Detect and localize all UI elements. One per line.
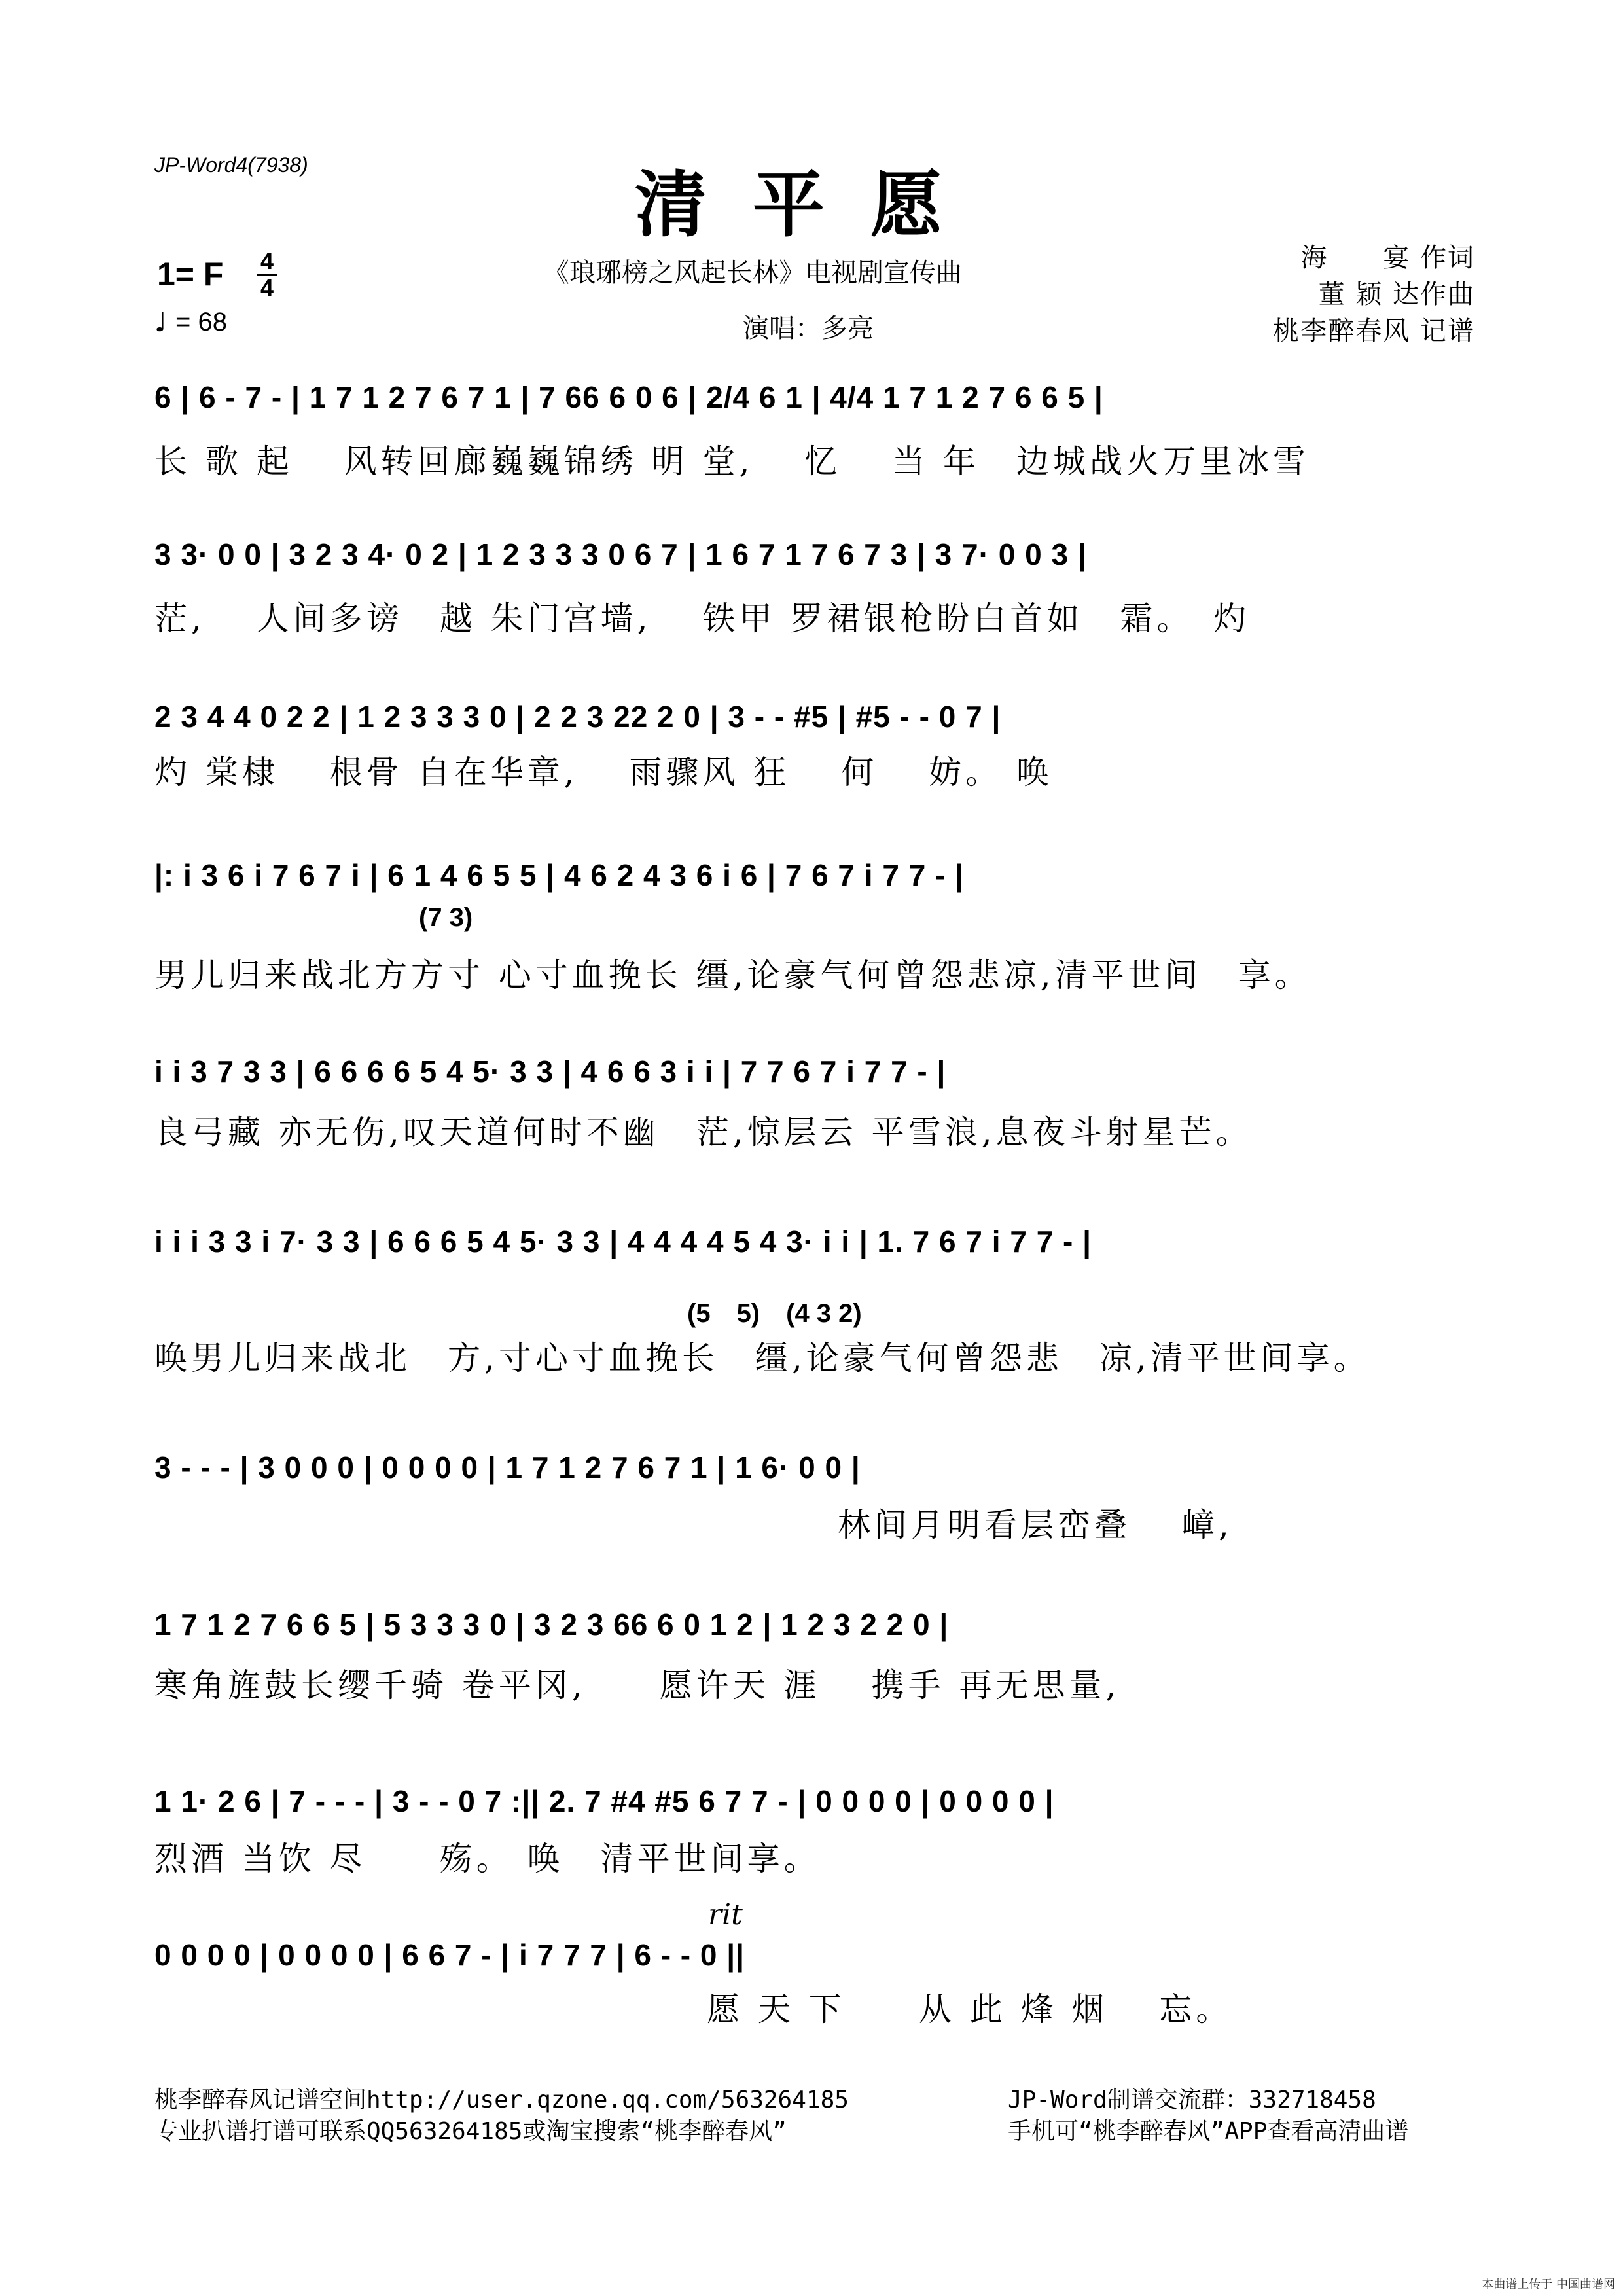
alternate-notes-4: (7 3) <box>419 903 473 932</box>
lyricist-credit: 海 宴 作词 <box>1300 243 1475 273</box>
footer-right-1: JP-Word制谱交流群：332718458 <box>1008 2087 1376 2113</box>
corner-watermark: 本曲谱上传于 中国曲谱网 <box>1482 2278 1615 2291</box>
subtitle: 《琅琊榜之风起长林》电视剧宣传曲 <box>543 258 962 288</box>
score-notes-1: 6 | 6 - 7 - | 1 7 1 2 7 6 7 1 | 7 66 6 0 6 | 2/4 6 1 | 4/4 1 7 1 2 7 6 6 5 | <box>154 380 1103 414</box>
score-lyrics-8: 寒角旌鼓长缨千骑 卷平冈, 愿许天 涯 携手 再无思量, <box>154 1666 1120 1704</box>
score-notes-8: 1 7 1 2 7 6 6 5 | 5 3 3 3 0 | 3 2 3 66 6 0 1 2 | 1 2 3 2 2 0 | <box>154 1607 949 1641</box>
time-sig-bottom: 4 <box>260 274 274 301</box>
page-title: 清平愿 <box>635 163 988 247</box>
score-lyrics-9: 烈酒 当饮 尽 殇。 唤 清平世间享。 <box>154 1840 821 1878</box>
score-lyrics-6: 唤男儿归来战北 方,寸心寸血挽长 缰,论豪气何曾怨悲 凉,清平世间享。 <box>154 1339 1370 1377</box>
quarter-note-icon: ♩ <box>154 308 167 338</box>
transcriber-credit: 桃李醉春风 记谱 <box>1273 316 1475 346</box>
score-notes-2: 3 3· 0 0 | 3 2 3 4· 0 2 | 1 2 3 3 3 0 6 7 | 1 6 7 1 7 6 7 3 | 3 7· 0 0 3 | <box>154 537 1087 571</box>
score-notes-10: 0 0 0 0 | 0 0 0 0 | 6 6 7 - | i 7 7 7 | 6 - - 0 || <box>154 1938 745 1972</box>
score-notes-9: 1 1· 2 6 | 7 - - - | 3 - - 0 7 :|| 2. 7 #4 #5 6 7 7 - | 0 0 0 0 | 0 0 0 0 | <box>154 1784 1054 1818</box>
score-lyrics-7: 林间月明看层峦叠 嶂, <box>838 1506 1233 1544</box>
key-signature: 1= F <box>157 256 224 293</box>
tempo-marking: = 68 <box>175 308 227 336</box>
app-tag: JP-Word4(7938) <box>154 153 308 177</box>
time-signature <box>254 247 280 301</box>
footer-left-1: 桃李醉春风记谱空间http://user.qzone.qq.com/563264185 <box>154 2087 849 2113</box>
score-lyrics-3: 灼 棠棣 根骨 自在华章, 雨骤风 狂 何 妨。 唤 <box>154 753 1054 791</box>
score-notes-3: 2 3 4 4 0 2 2 | 1 2 3 3 3 0 | 2 2 3 22 2 0 | 3 - - #5 | #5 - - 0 7 | <box>154 700 1001 734</box>
score-lyrics-1: 长 歌 起 风转回廊巍巍锦绣 明 堂, 忆 当 年 边城战火万里冰雪 <box>154 442 1310 480</box>
score-notes-5: i i 3 7 3 3 | 6 6 6 6 5 4 5· 3 3 | 4 6 6 3 i i | 7 7 6 7 i 7 7 - | <box>154 1054 946 1088</box>
composer-credit: 董 颖 达作曲 <box>1318 279 1475 310</box>
rit-marking: rit <box>708 1898 743 1931</box>
time-sig-top: 4 <box>260 247 274 274</box>
alternate-notes-6: (5 5) (4 3 2) <box>687 1299 862 1328</box>
footer-left-2: 专业扒谱打谱可联系QQ563264185或淘宝搜索“桃李醉春风” <box>154 2118 787 2145</box>
singer: 演唱：多亮 <box>743 314 874 344</box>
score-lyrics-10: 愿 天 下 从 此 烽 烟 忘。 <box>707 1990 1233 2028</box>
score-lyrics-4: 男儿归来战北方方寸 心寸血挽长 缰,论豪气何曾怨悲凉,清平世间 享。 <box>154 956 1311 994</box>
footer-right-2: 手机可“桃李醉春风”APP查看高清曲谱 <box>1008 2118 1409 2145</box>
score-lyrics-2: 茫, 人间多谤 越 朱门宫墙, 铁甲 罗裙银枪盼白首如 霜。 灼 <box>154 600 1251 637</box>
score-notes-7: 3 - - - | 3 0 0 0 | 0 0 0 0 | 1 7 1 2 7 6 7 1 | 1 6· 0 0 | <box>154 1450 861 1484</box>
score-lyrics-5: 良弓藏 亦无伤,叹天道何时不幽 茫,惊层云 平雪浪,息夜斗射星芒。 <box>154 1113 1253 1151</box>
score-notes-4: |: i 3 6 i 7 6 7 i | 6 1 4 6 5 5 | 4 6 2 4 3 6 i 6 | 7 6 7 i 7 7 - | <box>154 858 965 892</box>
score-notes-6: i i i 3 3 i 7· 3 3 | 6 6 6 5 4 5· 3 3 | 4 4 4 4 5 4 3· i i | 1. 7 6 7 i 7 7 - | <box>154 1225 1092 1259</box>
